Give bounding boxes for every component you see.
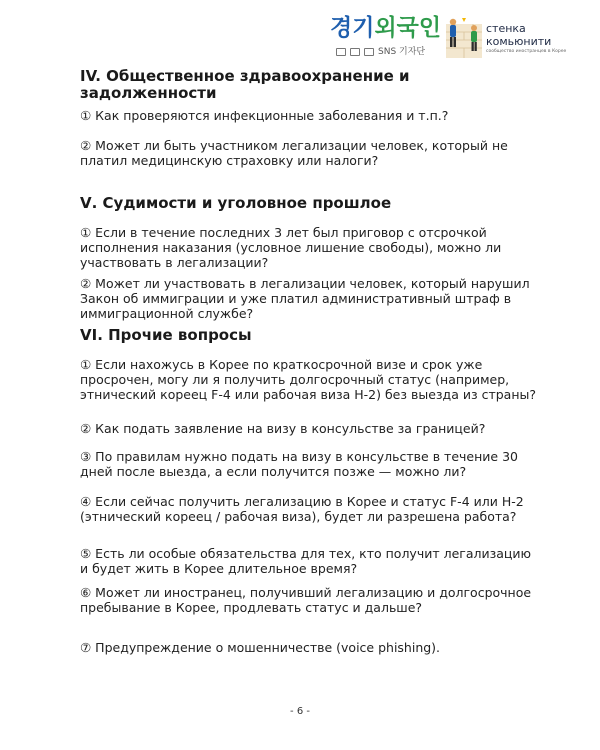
logo-side-text <box>486 22 566 55</box>
section-title-other-questions: VI. Прочие вопросы <box>80 326 252 344</box>
section-title-public-health: IV. Общественное здравоохранение и задолженности <box>80 67 410 102</box>
people-wall-icon <box>446 14 482 58</box>
video-icon <box>364 48 374 56</box>
question-item: ④ Если сейчас получить легализацию в Корее и статус F-4 или H-2 (этнический кореец / рабочая виза), будет ли разрешена работа? <box>80 494 524 524</box>
logo-title-part2: 외국인 <box>374 15 442 41</box>
question-item: ⑤ Есть ли особые обязательства для тех, кто получит легализацию и будет жить в Корее длительное время? <box>80 546 532 576</box>
logo-side-line3: сообщество иностранцев в Корее <box>486 49 567 54</box>
question-item: ③ По правилам нужно подать на визу в консульстве в течение 30 дней после выезда, а если получится позже — можно ли? <box>80 449 518 479</box>
question-item: ① Как проверяются инфекционные заболевания и т.п.? <box>80 108 449 123</box>
question-item: ① Если в течение последних 3 лет был приговор с отсрочкой исполнения наказания (условное лишение свободы), можно ли участвовать в легализации? <box>80 225 502 270</box>
logo-title <box>330 14 441 42</box>
question-item: ② Как подать заявление на визу в консульстве за границей? <box>80 421 486 436</box>
question-item: ② Может ли участвовать в легализации человек, который нарушил Закон об иммиграции и уже платил административный штраф в иммиграционной службе? <box>80 276 530 321</box>
logo-side-line1: стенка <box>486 22 526 35</box>
logo-title-part1: 경기 <box>330 15 375 41</box>
question-item: ⑦ Предупреждение о мошенничестве (voice phishing). <box>80 640 441 655</box>
question-item: ② Может ли быть участником легализации человек, который не платил медицинскую страховку или налоги? <box>80 138 508 168</box>
logo-side-line2: комьюнити <box>486 35 552 48</box>
section-title-criminal-record: Ⅴ. Судимости и уголовное прошлое <box>80 194 392 212</box>
question-item: ① Если нахожусь в Корее по краткосрочной визе и срок уже просрочен, могу ли я получить долгосрочный статус (например, этнический кореец F-4 или рабочая виза H-2) без выезда из страны? <box>80 357 536 402</box>
mail-icon <box>350 48 360 56</box>
logo-subtitle-text: SNS 기자단 <box>378 47 426 57</box>
camera-icon <box>336 48 346 56</box>
logo-subtitle <box>336 46 425 58</box>
header-logo <box>330 14 592 66</box>
page-number: - 6 - <box>290 706 310 717</box>
question-item: ⑥ Может ли иностранец, получивший легализацию и долгосрочное пребывание в Корее, продлевать статус и дальше? <box>80 585 532 615</box>
